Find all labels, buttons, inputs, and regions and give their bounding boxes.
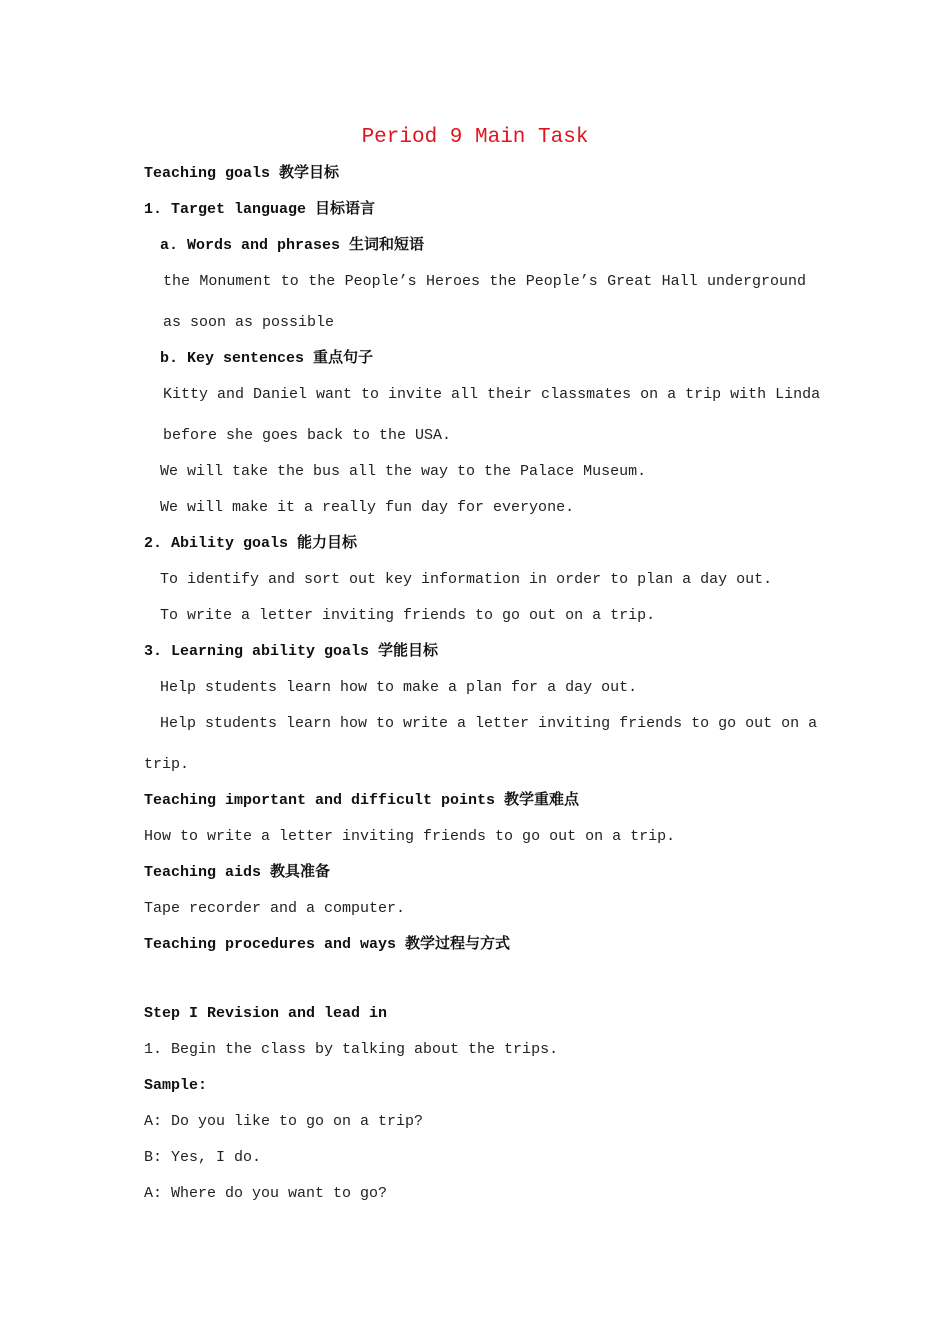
sentence-1-line-1: Kitty and Daniel want to invite all their classmates on a trip with Linda xyxy=(163,386,821,403)
learning-goal-1: Help students learn how to make a plan for a day out. xyxy=(160,679,638,696)
procedures-heading: Teaching procedures and ways 教学过程与方式 xyxy=(144,936,511,953)
ability-goal-1: To identify and sort out key information in order to plan a day out. xyxy=(160,571,773,588)
learning-goal-2-line-2: trip. xyxy=(144,756,190,773)
ability-goals-heading: 2. Ability goals 能力目标 xyxy=(144,535,358,552)
page-title: Period 9 Main Task xyxy=(361,126,589,149)
step-1-item: 1. Begin the class by talking about the trips. xyxy=(144,1041,559,1058)
key-sentences-heading: b. Key sentences 重点句子 xyxy=(160,350,374,367)
important-points-heading: Teaching important and difficult points 教学重难点 xyxy=(144,792,580,809)
learning-goal-2-line-1: Help students learn how to write a letter inviting friends to go out on a xyxy=(160,715,818,732)
dialog-line-3: A: Where do you want to go? xyxy=(144,1185,388,1202)
teaching-aids-text: Tape recorder and a computer. xyxy=(144,900,406,917)
dialog-line-2: B: Yes, I do. xyxy=(144,1149,262,1166)
ability-goal-2: To write a letter inviting friends to go out on a trip. xyxy=(160,607,656,624)
step-1-heading: Step I Revision and lead in xyxy=(144,1005,388,1022)
sample-label: Sample: xyxy=(144,1077,208,1094)
sentence-2: We will take the bus all the way to the Palace Museum. xyxy=(160,463,647,480)
sentence-3: We will make it a really fun day for everyone. xyxy=(160,499,575,516)
words-line-2: as soon as possible xyxy=(163,314,335,331)
teaching-goals-heading: Teaching goals 教学目标 xyxy=(144,165,340,182)
target-language-heading: 1. Target language 目标语言 xyxy=(144,201,376,218)
teaching-aids-heading: Teaching aids 教具准备 xyxy=(144,864,331,881)
learning-goals-heading: 3. Learning ability goals 学能目标 xyxy=(144,643,439,660)
sentence-1-line-2: before she goes back to the USA. xyxy=(163,427,452,444)
dialog-line-1: A: Do you like to go on a trip? xyxy=(144,1113,424,1130)
important-points-text: How to write a letter inviting friends to go out on a trip. xyxy=(144,828,676,845)
words-phrases-heading: a. Words and phrases 生词和短语 xyxy=(160,237,425,254)
words-line-1: the Monument to the People’s Heroes the People’s Great Hall underground xyxy=(163,273,806,290)
